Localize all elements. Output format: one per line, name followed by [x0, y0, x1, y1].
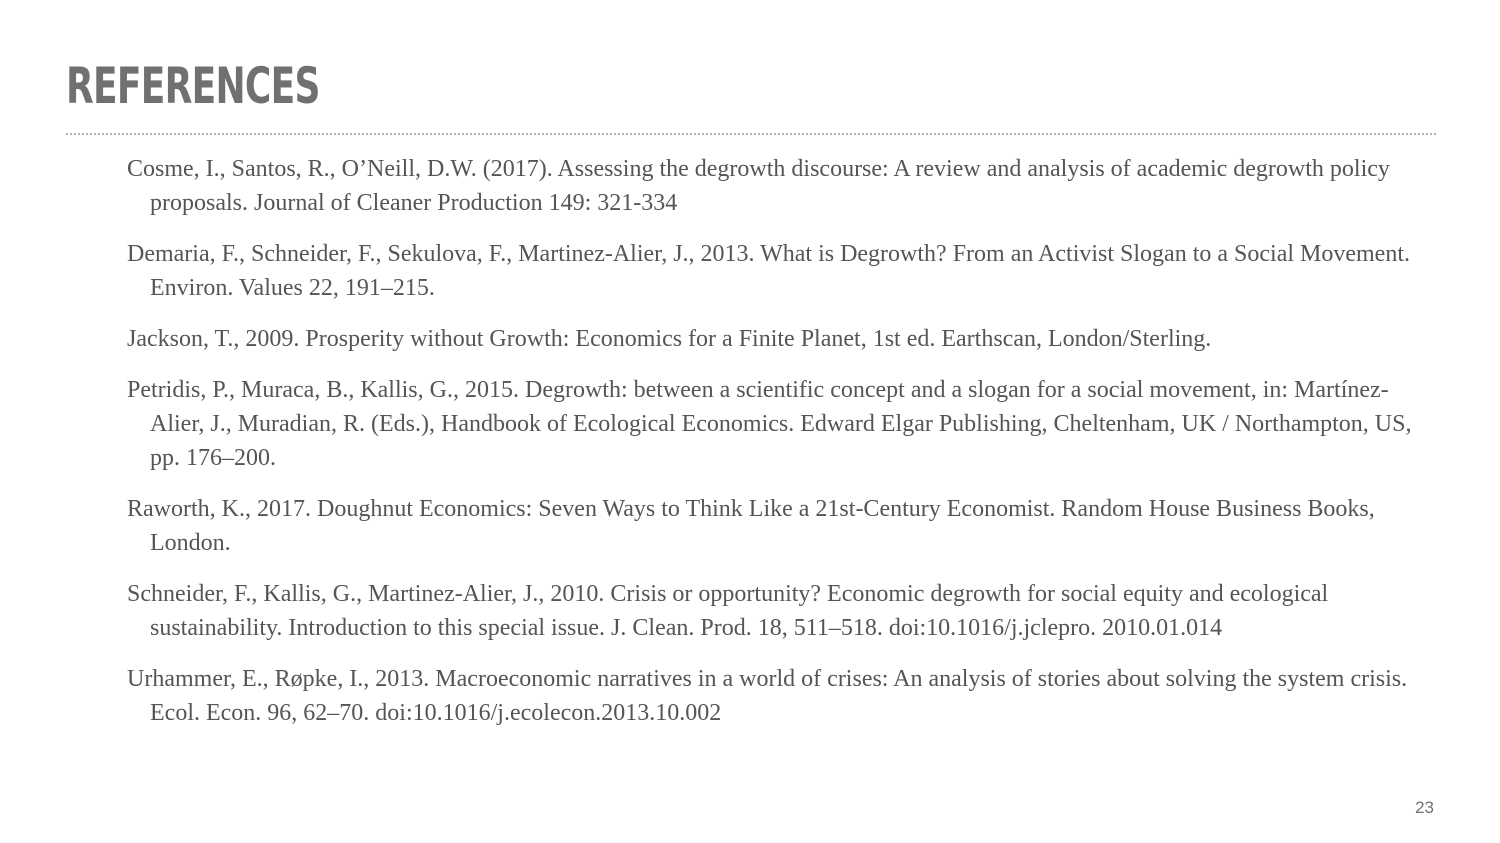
- reference-item: Petridis, P., Muraca, B., Kallis, G., 2015. Degrowth: between a scientific concept and a slogan for a social movement, in: Martínez-Alier, J., Muradian, R. (Eds.), Handbook of Ecological Economics. Edward Elgar Publishing, Cheltenham, UK / Northampton, US, pp. 176–200.: [127, 376, 1412, 472]
- reference-item: Schneider, F., Kallis, G., Martinez-Alier, J., 2010. Crisis or opportunity? Economic degrowth for social equity and ecological sustainability. Introduction to this special issue. J. Clean. Prod. 18, 511–518. doi:10.1016/j.jclepro. 2010.01.014: [127, 580, 1329, 642]
- slide-title: REFERENCES: [66, 57, 320, 115]
- title-divider: [66, 133, 1436, 135]
- reference-item: Jackson, T., 2009. Prosperity without Growth: Economics for a Finite Planet, 1st ed. Earthscan, London/Sterling.: [127, 325, 1212, 352]
- reference-item: Urhammer, E., Røpke, I., 2013. Macroeconomic narratives in a world of crises: An analysis of stories about solving the system crisis. Ecol. Econ. 96, 62–70. doi:10.1016/j.ecolecon.2013.10.002: [127, 665, 1408, 727]
- reference-list: [127, 152, 1427, 747]
- reference-item: Raworth, K., 2017. Doughnut Economics: Seven Ways to Think Like a 21st-Century Economist. Random House Business Books, London.: [127, 495, 1375, 557]
- page-number: 23: [1415, 798, 1434, 817]
- reference-item: Cosme, I., Santos, R., O’Neill, D.W. (2017). Assessing the degrowth discourse: A review and analysis of academic degrowth policy proposals. Journal of Cleaner Production 149: 321-334: [127, 156, 1390, 217]
- reference-item: Demaria, F., Schneider, F., Sekulova, F., Martinez-Alier, J., 2013. What is Degrowth? From an Activist Slogan to a Social Movement. Environ. Values 22, 191–215.: [127, 240, 1410, 302]
